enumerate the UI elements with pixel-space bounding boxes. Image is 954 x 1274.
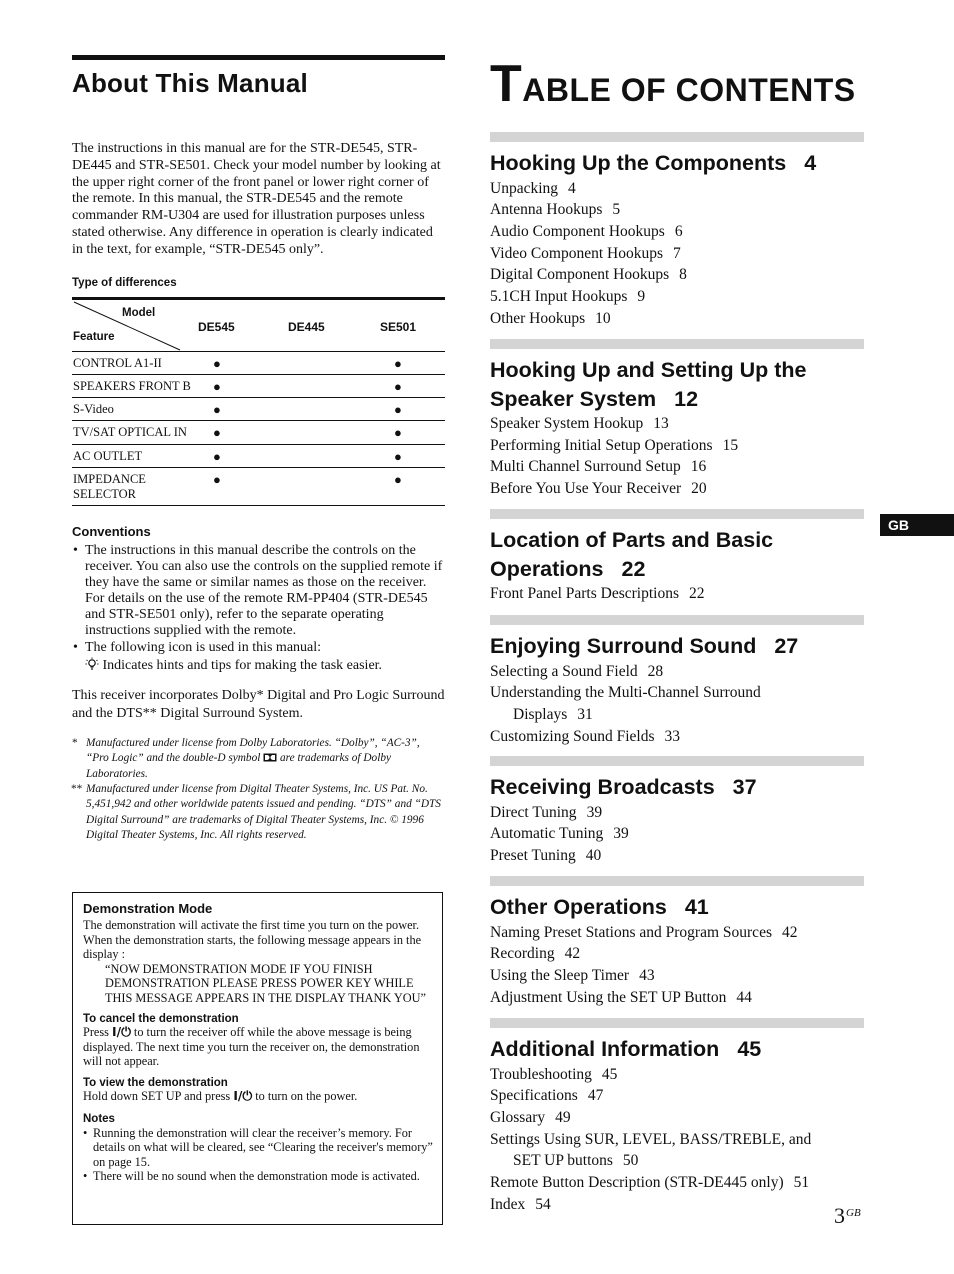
section-title[interactable] [490, 356, 864, 413]
toc-entry[interactable] [490, 456, 864, 478]
mark-de545: ● [213, 448, 221, 464]
mark-de545: ● [213, 355, 221, 371]
about-manual-column [72, 55, 445, 843]
footnote-text-tail: are trademarks of Dolby Laboratories. [86, 752, 391, 780]
entry-page: 47 [587, 1087, 604, 1105]
table-row [72, 352, 445, 375]
footnote-text: Manufactured under license from Digital Theater Systems, Inc. US Pat. No. 5,451,942 and other worldwide patents issued and pending. “DTS” and “DTS Digital Surround” are trademarks of Digital Theater Systems, Inc. © 1996 Digital Theater Systems, Inc. All rights reserved. [86, 782, 441, 841]
double-d-icon [263, 753, 277, 762]
mark-se501: ● [394, 402, 402, 418]
toc-entry[interactable] [490, 1172, 864, 1194]
entry-label: Customizing Sound Fields [490, 727, 655, 745]
entry-page: 20 [691, 480, 707, 498]
page-suffix: GB [846, 1207, 861, 1219]
mark-se501: ● [394, 425, 402, 441]
view-title: To view the demonstration [83, 1076, 228, 1089]
footnote-dts [72, 782, 445, 843]
entry-label: Index [490, 1195, 526, 1213]
power-icon: I/⏻ [233, 1088, 253, 1103]
toc-entry[interactable] [490, 264, 864, 286]
entry-label: Audio Component Hookups [490, 222, 665, 240]
toc-section [490, 876, 864, 1008]
view-post: to turn on the power. [255, 1088, 358, 1103]
section-title[interactable] [490, 632, 864, 661]
section-page: 45 [737, 1037, 762, 1061]
toc-section [490, 339, 864, 500]
toc-title-rest: ABLE OF CONTENTS [522, 72, 856, 108]
about-intro: The instructions in this manual are for the STR-DE545, STR-DE445 and STR-SE501. Check your model number by looking at the upper right corner of the front panel or lower right corner of the remote. In this manual, the STR-DE545 and the remote commander RM-U304 are used for illustration purposes unless stated otherwise. Any difference in operation is clearly indicated in the text, for example, “STR-DE545 only”. [72, 141, 441, 257]
toc-section [490, 1018, 864, 1215]
section-page: 12 [674, 386, 699, 411]
toc-entry[interactable] [490, 726, 864, 748]
footnote-dolby [72, 736, 445, 782]
dolby-text: This receiver incorporates Dolby* Digital and Pro Logic Surround and the DTS** Digital Surround System. [72, 688, 445, 722]
section-title[interactable] [490, 893, 864, 922]
mark-se501: ● [394, 378, 402, 394]
demo-title: Demonstration Mode [83, 901, 213, 916]
cancel-pre: Press [83, 1025, 109, 1039]
entry-label: Specifications [490, 1087, 578, 1105]
toc-entry[interactable] [490, 845, 864, 867]
entry-page: 49 [555, 1108, 571, 1126]
entry-label: Adjustment Using the SET UP Button [490, 988, 727, 1006]
entry-label: Before You Use Your Receiver [490, 480, 682, 498]
power-icon: I/⏻ [112, 1025, 131, 1039]
col-de545: DE545 [198, 319, 235, 334]
entry-page: 40 [585, 846, 602, 864]
about-title: About This Manual [72, 68, 308, 98]
toc-entry[interactable] [490, 943, 864, 965]
toc-entry[interactable] [490, 987, 864, 1009]
section-page: 37 [732, 775, 757, 799]
toc-entry[interactable] [490, 682, 864, 704]
toc-entry[interactable] [490, 308, 864, 330]
toc-entry[interactable] [490, 1085, 864, 1107]
section-title-text: Receiving Broadcasts [490, 775, 715, 799]
view-text [83, 1089, 433, 1104]
section-bar [490, 339, 864, 349]
list-item: • The following icon is used in this manual: [72, 640, 445, 656]
footnote-text: Manufactured under license from Dolby Laboratories. “Dolby”, “AC-3”, “Pro Logic” and the double-D symbol [86, 737, 420, 765]
notes-title: Notes [83, 1113, 115, 1125]
toc-entry[interactable] [490, 965, 864, 987]
entry-page: 15 [722, 436, 739, 454]
toc-entry[interactable] [490, 243, 864, 265]
entry-page: 16 [690, 458, 707, 476]
entry-label: Front Panel Parts Descriptions [490, 585, 679, 602]
entry-label: 5.1CH Input Hookups [490, 288, 628, 306]
section-title-text: Additional Information [490, 1037, 720, 1061]
entry-page: 31 [577, 705, 593, 723]
footnote-mark: * [72, 737, 78, 750]
section-page: 27 [774, 634, 799, 658]
footnotes [72, 736, 445, 843]
entry-label: Other Hookups [490, 309, 586, 327]
entry-label: Automatic Tuning [490, 825, 604, 843]
toc-entry[interactable] [490, 583, 864, 605]
entry-page: 4 [568, 179, 576, 197]
table-row [72, 468, 445, 505]
notes-list [83, 1126, 433, 1183]
entry-label: Settings Using SUR, LEVEL, BASS/TREBLE, and [490, 1130, 812, 1148]
mark-se501: ● [394, 355, 402, 371]
toc-entry[interactable] [490, 435, 864, 457]
toc-entry[interactable] [490, 1107, 864, 1129]
entry-page: 45 [601, 1065, 618, 1083]
toc-entry[interactable] [490, 823, 864, 845]
toc-entry[interactable] [490, 178, 864, 200]
table-row [72, 421, 445, 444]
section-page: 41 [684, 895, 709, 919]
entry-page: 33 [664, 727, 680, 745]
conventions-list [72, 543, 445, 656]
mark-de545: ● [213, 425, 221, 441]
mark-de545: ● [213, 472, 221, 488]
section-title-line2: Operations [490, 556, 604, 581]
row-feature: SPEAKERS FRONT B [73, 378, 191, 393]
entry-label: Antenna Hookups [490, 201, 603, 219]
row-feature: AC OUTLET [73, 448, 143, 463]
entry-label: Naming Preset Stations and Program Sources [490, 923, 772, 941]
table-row [72, 375, 445, 398]
page-number [834, 1203, 861, 1229]
col-de445: DE445 [288, 319, 325, 334]
entry-page: 54 [535, 1195, 551, 1213]
section-bar [490, 756, 864, 766]
section-title[interactable] [490, 773, 864, 802]
section-page: 4 [804, 151, 817, 175]
footnote-mark: ** [71, 782, 83, 795]
toc-entry[interactable] [490, 478, 864, 500]
demonstration-box [72, 892, 443, 1225]
list-item: • There will be no sound when the demonstration mode is activated. [83, 1169, 433, 1183]
entry-label: Remote Button Description (STR-DE445 only) [490, 1174, 784, 1192]
cancel-text [83, 1025, 433, 1069]
mark-se501: ● [394, 448, 402, 464]
entry-label: Multi Channel Surround Setup [490, 458, 681, 476]
toc-section [490, 756, 864, 867]
row-feature: CONTROL A1-II [73, 355, 162, 370]
toc-entry[interactable] [490, 1064, 864, 1086]
entry-page: 9 [637, 288, 646, 306]
toc-section [490, 132, 864, 329]
table-header [72, 300, 445, 352]
top-rule [72, 55, 445, 60]
row-feature: IMPEDANCE SELECTOR [73, 472, 146, 502]
list-item: • The instructions in this manual describe the controls on the receiver. You can also use the controls on the supplied remote if they have the same or similar names as those on the receiver. For details on the use of the remote RM-PP404 (STR-DE545 and STR-SE501 only), refer to the separate operating instructions supplied with the remote. [72, 543, 445, 639]
section-title-line1: Hooking Up and Setting Up the [490, 358, 807, 382]
entry-page: 39 [586, 803, 603, 821]
entry-page: 42 [564, 945, 581, 963]
toc-title [490, 54, 856, 114]
row-feature: S-Video [73, 402, 114, 417]
demo-intro: The demonstration will activate the first time you turn on the power. When the demonstration starts, the following message appears in the display : [83, 918, 422, 961]
language-tab: GB [880, 514, 954, 536]
entry-page: 44 [736, 988, 752, 1006]
table-caption: Type of differences [72, 276, 177, 289]
toc-entry[interactable] [490, 221, 864, 243]
cancel-post: to turn the receiver off while the above message is being displayed. The next time you turn the receiver on, the demonstration will not appear. [83, 1025, 420, 1068]
section-title-line2: Speaker System [490, 386, 657, 411]
toc-entry[interactable] [490, 286, 864, 308]
entry-label: Troubleshooting [490, 1065, 592, 1083]
entry-label: Video Component Hookups [490, 244, 664, 262]
section-bar [490, 509, 864, 519]
section-bar [490, 615, 864, 625]
lightbulb-icon [85, 657, 99, 671]
section-title-text: Hooking Up the Components [490, 151, 787, 175]
cancel-title: To cancel the demonstration [83, 1013, 239, 1025]
section-title-text: Other Operations [490, 895, 667, 919]
row-feature: TV/SAT OPTICAL IN [73, 425, 187, 440]
toc-title-initial: T [490, 55, 523, 113]
entry-label: Understanding the Multi-Channel Surround [490, 684, 761, 702]
entry-page: 8 [679, 266, 687, 284]
toc-entry[interactable] [490, 704, 864, 726]
toc-entry[interactable] [490, 661, 864, 683]
toc-entry[interactable] [490, 1129, 864, 1151]
entry-page: 13 [653, 415, 669, 432]
section-title-line1: Location of Parts and Basic [490, 528, 774, 552]
entry-page: 51 [793, 1174, 810, 1192]
entry-page: 42 [781, 923, 798, 941]
toc-entry[interactable] [490, 1194, 864, 1216]
section-page: 22 [621, 556, 646, 581]
entry-label: Speaker System Hookup [490, 415, 644, 432]
table-row [72, 398, 445, 421]
tip-line [72, 657, 445, 674]
col-se501: SE501 [380, 319, 417, 334]
page-number-value: 3 [834, 1203, 845, 1228]
feature-label: Feature [73, 330, 115, 343]
entry-page: 6 [674, 222, 683, 240]
mark-se501: ● [394, 472, 402, 488]
section-bar [490, 132, 864, 142]
section-title-text: Enjoying Surround Sound [490, 634, 757, 658]
entry-page: 50 [622, 1152, 639, 1170]
entry-page: 39 [613, 825, 629, 843]
toc-entry[interactable] [490, 922, 864, 944]
section-bar [490, 1018, 864, 1028]
entry-label: Performing Initial Setup Operations [490, 436, 713, 454]
entry-page: 5 [612, 201, 621, 219]
entry-page: 43 [639, 966, 655, 984]
toc-section [490, 509, 864, 605]
tip-text: Indicates hints and tips for making the task easier. [102, 658, 383, 674]
entry-label: Direct Tuning [490, 803, 577, 821]
entry-page: 28 [647, 662, 664, 680]
toc-entry[interactable] [490, 802, 864, 824]
entry-label: Displays [513, 705, 568, 723]
entry-page: 7 [673, 244, 681, 262]
entry-page: 22 [689, 585, 705, 602]
entry-label: Glossary [490, 1108, 546, 1126]
toc-entry[interactable] [490, 1150, 864, 1172]
toc-entry[interactable] [490, 199, 864, 221]
model-label: Model [122, 306, 156, 319]
entry-page: 10 [595, 309, 611, 327]
entry-label: Selecting a Sound Field [490, 662, 638, 680]
entry-label: Preset Tuning [490, 846, 576, 864]
toc-section [490, 615, 864, 747]
entry-label: Digital Component Hookups [490, 266, 670, 284]
differences-table [72, 297, 445, 506]
entry-label: Recording [490, 945, 555, 963]
view-pre: Hold down SET UP and press [83, 1088, 231, 1103]
toc-entry[interactable] [490, 413, 864, 435]
mark-de545: ● [213, 402, 221, 418]
demo-message: “NOW DEMONSTRATION MODE IF YOU FINISH DEMONSTRATION PLEASE PRESS POWER KEY WHILE THIS MESSAGE APPEARS IN THE DISPLAY THANK YOU” [105, 961, 427, 1005]
section-title[interactable] [490, 149, 864, 178]
conventions-title: Conventions [72, 524, 151, 540]
entry-label: SET UP buttons [513, 1152, 613, 1170]
mark-de545: ● [213, 378, 221, 394]
list-item: • Running the demonstration will clear the receiver’s memory. For details on what will be cleared, see “Clearing the receiver's memory” on page 15. [83, 1126, 433, 1169]
section-title[interactable] [490, 526, 864, 583]
entry-label: Unpacking [490, 179, 559, 197]
section-title[interactable] [490, 1035, 864, 1064]
section-bar [490, 876, 864, 886]
table-row [72, 445, 445, 468]
entry-label: Using the Sleep Timer [490, 966, 630, 984]
